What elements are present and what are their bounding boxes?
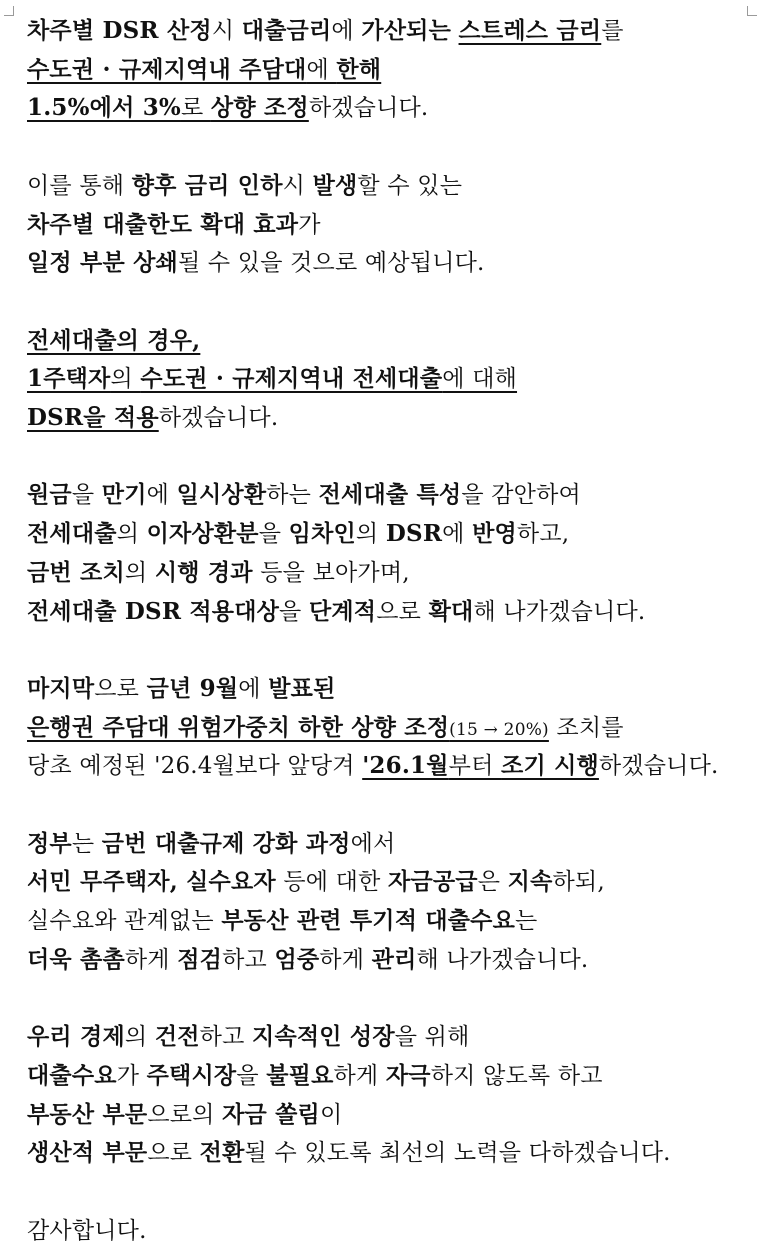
text-run: 을: [258, 521, 289, 548]
text-run: 에 대해: [442, 366, 518, 393]
text-line: [27, 941, 588, 979]
text-run: 부터: [448, 753, 502, 780]
text-run: 가산되는: [361, 17, 452, 44]
text-line: [27, 167, 462, 205]
text-run: 하는: [266, 482, 319, 509]
text-line: [27, 1018, 470, 1056]
text-run: 에서: [350, 830, 396, 857]
text-line: [27, 244, 485, 282]
text-run: 일시상환: [176, 481, 267, 509]
text-run: 건전: [154, 1023, 200, 1051]
text-run: 하겠습니다.: [158, 405, 279, 431]
page-corner-mark-left: [4, 6, 14, 16]
text-run: 금번 대출규제 강화 과정: [101, 829, 351, 857]
text-run: 하게: [319, 946, 372, 973]
text-run: 자금공급: [388, 868, 478, 896]
text-line: [27, 902, 537, 940]
text-line: [27, 825, 395, 863]
text-run: 금번 조치: [27, 558, 125, 586]
text-run: (15 → 20%): [449, 719, 549, 740]
text-line: [27, 476, 581, 514]
text-line: [27, 12, 624, 50]
text-line: [27, 709, 624, 747]
text-run: 의: [355, 521, 386, 548]
text-run: 부동산 부문: [27, 1100, 148, 1128]
text-run: 생산적 부문: [27, 1139, 148, 1167]
text-run: 등에 대한: [275, 869, 389, 896]
text-run: 확대: [428, 597, 474, 625]
text-line: [27, 1134, 671, 1172]
text-run: 이자상환분: [146, 520, 259, 548]
text-run: 대출금리: [241, 17, 332, 44]
text-run: 만기: [101, 481, 147, 509]
text-line: [27, 1096, 342, 1134]
text-run: 감사합니다.: [27, 1217, 147, 1244]
text-line: [27, 593, 645, 631]
text-run: 하되,: [552, 869, 605, 896]
text-run: 당초 예정된 '26.4월보다 앞당겨: [27, 753, 363, 780]
text-run: 자극: [385, 1061, 431, 1089]
text-run: 하게: [333, 1062, 386, 1089]
text-run: [451, 18, 459, 44]
text-run: 조기 시행: [501, 752, 599, 780]
text-run: 수도권 · 규제지역내 주담대: [27, 55, 307, 83]
text-run: 하고: [222, 946, 275, 973]
text-run: 엄중: [274, 945, 320, 973]
text-run: 전세대출의 경우,: [27, 326, 201, 354]
text-run: 는: [71, 830, 102, 857]
text-run: 은행권 주담대 위험가중치 하한 상향 조정: [27, 713, 450, 741]
text-run: 반영: [472, 520, 517, 548]
text-run: 에: [306, 56, 337, 83]
text-run: 수도권 · 규제지역내 전세대출: [140, 365, 443, 393]
text-run: 시: [211, 18, 242, 44]
text-run: 하고: [199, 1024, 253, 1051]
text-run: 부동산 관련 투기적 대출수요: [221, 907, 516, 935]
text-run: 정부: [27, 829, 72, 857]
text-run: 해 나가겠습니다.: [416, 946, 589, 973]
text-run: DSR을 적용: [27, 404, 159, 431]
text-run: 에: [146, 482, 177, 509]
text-run: 가: [298, 211, 321, 238]
text-run: 임차인: [288, 520, 356, 548]
text-run: 의: [124, 559, 155, 586]
text-run: 시: [282, 172, 313, 199]
text-run: 으로: [147, 1140, 200, 1167]
text-run: 전세대출 특성: [318, 481, 462, 509]
text-run: 을: [236, 1062, 267, 1089]
text-run: 향후 금리 인하: [131, 171, 283, 199]
text-line: [27, 863, 605, 901]
text-run: 하고,: [516, 521, 570, 548]
text-run: 로: [180, 95, 211, 122]
text-run: 을 위해: [394, 1024, 470, 1051]
text-run: 전세대출: [27, 520, 117, 548]
text-run: 불필요: [266, 1061, 334, 1089]
text-run: 될 수 있을 것으로 예상됩니다.: [177, 250, 485, 277]
text-run: 단계적: [308, 597, 377, 625]
text-run: 조치를: [548, 714, 624, 741]
text-run: 전세대출 DSR 적용대상: [27, 597, 280, 625]
text-run: 서민 무주택자, 실수요자: [27, 868, 276, 896]
text-run: 주택시장: [146, 1061, 237, 1089]
text-run: 등을 보아가며,: [252, 559, 410, 586]
text-run: 으로: [376, 598, 429, 625]
text-run: 을 감안하여: [461, 482, 581, 509]
text-run: 점검: [177, 945, 223, 973]
text-line: [27, 554, 410, 592]
text-run: 금년 9월: [146, 674, 239, 702]
text-run: 실수요와 관계없는: [27, 908, 222, 935]
text-run: 하지 않도록 하고: [430, 1062, 603, 1089]
text-run: 가: [116, 1062, 147, 1089]
text-run: 이를 통해: [27, 172, 132, 199]
text-run: 발표된: [268, 674, 336, 702]
text-run: 에: [442, 521, 473, 548]
text-run: 원금: [27, 481, 72, 509]
text-run: 우리 경제: [27, 1023, 125, 1051]
text-run: 관리: [371, 945, 417, 973]
text-run: 으로: [94, 675, 147, 702]
text-line: [27, 1212, 147, 1250]
text-run: 에: [331, 18, 362, 44]
text-run: 전환: [199, 1139, 245, 1167]
text-line: [27, 89, 428, 127]
text-line: [27, 399, 278, 437]
text-run: 대출수요: [27, 1061, 117, 1089]
text-run: 1.5%에서 3%: [27, 94, 181, 122]
text-run: 차주별 대출한도 확대 효과: [27, 210, 299, 238]
text-run: 을: [279, 598, 309, 625]
text-run: 차주별 DSR 산정: [27, 17, 212, 44]
text-run: 상향 조정: [210, 94, 309, 122]
text-line: [27, 747, 719, 785]
text-run: 의: [110, 366, 141, 393]
text-run: 될 수 있도록 최선의 노력을 다하겠습니다.: [244, 1140, 671, 1167]
text-line: [27, 1057, 603, 1095]
text-run: 이: [319, 1101, 343, 1128]
text-run: 하겠습니다.: [308, 95, 429, 122]
text-line: [27, 670, 336, 708]
text-run: 하겠습니다.: [598, 753, 719, 780]
text-run: 한해: [336, 55, 382, 83]
text-run: 지속적인 성장: [252, 1023, 395, 1051]
text-run: 일정 부분 상쇄: [27, 249, 178, 277]
text-run: 을: [71, 482, 102, 509]
text-line: [27, 51, 381, 89]
text-line: [27, 360, 517, 398]
text-run: 발생: [312, 171, 358, 199]
text-run: 스트레스 금리: [458, 17, 602, 44]
text-run: 지속: [507, 868, 553, 896]
text-run: 할 수 있는: [357, 172, 463, 199]
page-corner-mark-right: [747, 6, 757, 16]
text-run: 의: [124, 1024, 155, 1051]
text-run: 는: [515, 908, 538, 935]
text-run: 1주택자: [27, 365, 111, 393]
text-run: 시행 경과: [154, 558, 253, 586]
text-run: 으로의: [147, 1101, 223, 1128]
text-run: 은: [477, 869, 508, 896]
text-line: [27, 515, 569, 553]
text-run: DSR: [385, 520, 443, 548]
text-run: 더욱 촘촘: [27, 945, 125, 973]
text-run: 하게: [124, 946, 178, 973]
text-run: '26.1월: [362, 752, 449, 780]
text-line: [27, 206, 321, 244]
text-line: [27, 322, 200, 360]
text-run: 해 나가겠습니다.: [473, 598, 646, 625]
text-run: 마지막: [27, 674, 95, 702]
text-run: 자금 쏠림: [222, 1100, 320, 1128]
text-run: 에: [238, 675, 269, 702]
text-run: 를: [601, 18, 624, 44]
text-run: 의: [116, 521, 147, 548]
